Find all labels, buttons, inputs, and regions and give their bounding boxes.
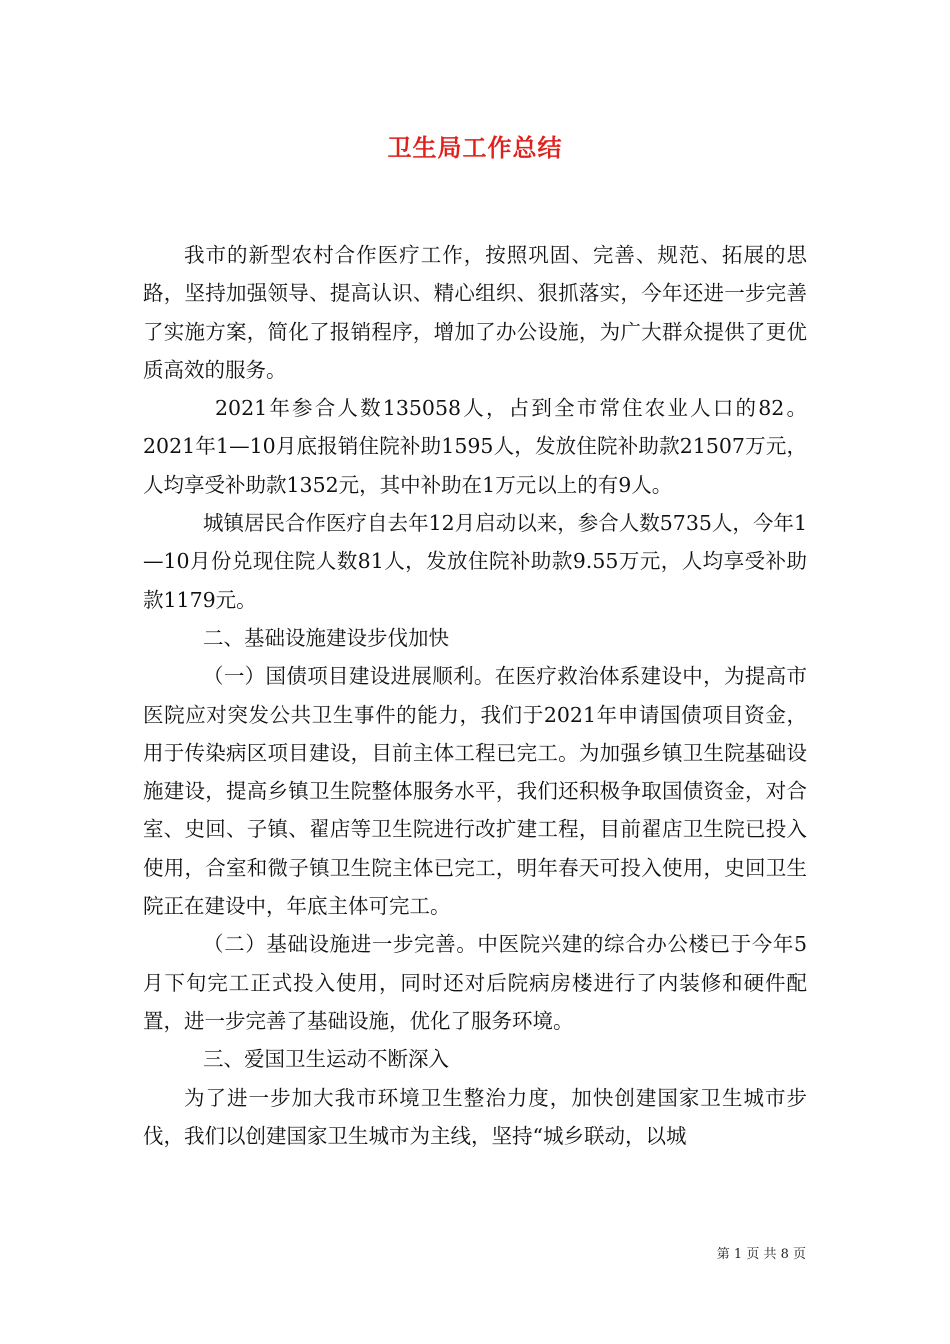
paragraph-national-debt-projects: （一）国债项目建设进展顺利。在医疗救治体系建设中，为提高市医院应对突发公共卫生事件的能力，我们于2021年申请国债项目资金，用于传染病区项目建设，目前主体工程已完工。为加强乡镇卫生院基础设施建设，提高乡镇卫生院整体服务水平，我们还积极争取国债资金，对合室、史回、子镇、翟店等卫生院进行改扩建工程，目前翟店卫生院已投入使用，合室和微子镇卫生院主体已完工，明年春天可投入使用，史回卫生院正在建设中，年底主体可完工。 <box>143 664 807 919</box>
document-title: 卫生局工作总结 <box>387 133 563 162</box>
paragraph-infrastructure-improvement: （二）基础设施进一步完善。中医院兴建的综合办公楼已于今年5月下旬完工正式投入使用，同时还对后院病房楼进行了内装修和硬件配置，进一步完善了基础设施，优化了服务环境。 <box>143 932 807 1033</box>
paragraph-urban-stats: 城镇居民合作医疗自去年12月启动以来，参合人数5735人，今年1—10月份兑现住院人数81人，发放住院补助款9.55万元，人均享受补助款1179元。 <box>143 511 807 612</box>
paragraph-sanitation: 为了进一步加大我市环境卫生整治力度，加快创建国家卫生城市步伐，我们以创建国家卫生城市为主线，坚持“城乡联动，以城 <box>143 1085 807 1148</box>
paragraph-intro: 我市的新型农村合作医疗工作，按照巩固、完善、规范、拓展的思路，坚持加强领导、提高认识、精心组织、狠抓落实，今年还进一步完善了实施方案，简化了报销程序，增加了办公设施，为广大群众提供了更优质高效的服务。 <box>143 243 807 382</box>
paragraph-rural-stats: 2021年参合人数135058人，占到全市常住农业人口的82。2021年1—10月底报销住院补助1595人，发放住院补助款21507万元，人均享受补助款1352元，其中补助在1万元以上的有9人。 <box>143 396 807 497</box>
section-heading-patriotic-health: 三、爱国卫生运动不断深入 <box>203 1047 449 1072</box>
page-footer: 第 1 页 共 8 页 <box>716 1247 806 1262</box>
section-heading-infrastructure: 二、基础设施建设步伐加快 <box>203 625 449 650</box>
document-body <box>143 236 807 1155</box>
